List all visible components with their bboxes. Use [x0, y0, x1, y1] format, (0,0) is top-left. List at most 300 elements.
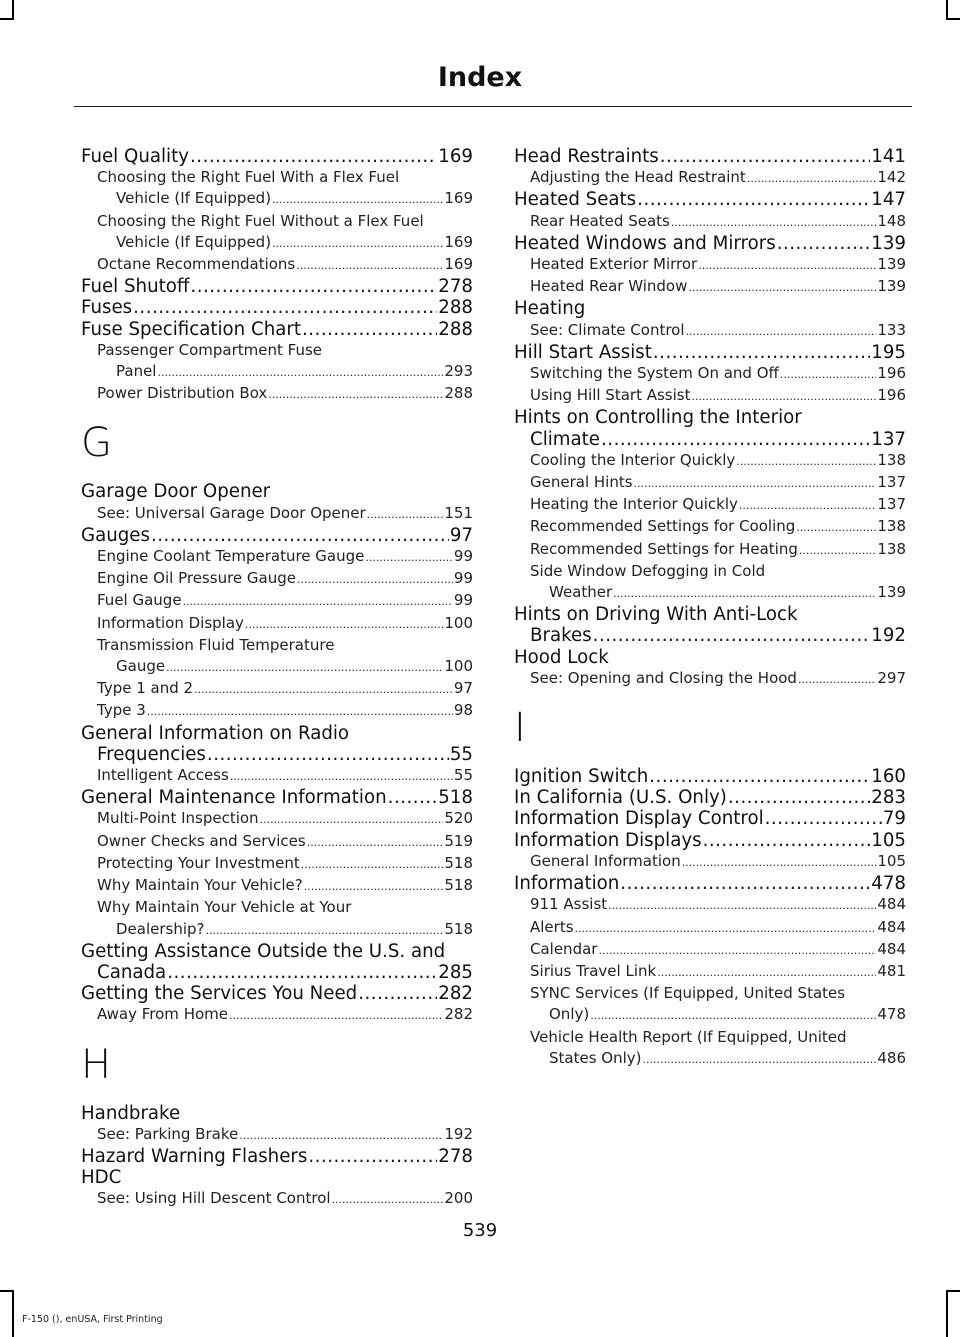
dot-leader [157, 361, 443, 383]
dot-leader [765, 808, 882, 829]
page-reference[interactable]: 139 [877, 583, 906, 602]
entry-text: See: Climate Control [530, 320, 685, 339]
dot-leader [367, 503, 444, 525]
entry-text: In California (U.S. Only) [514, 787, 727, 809]
dot-leader [598, 939, 876, 961]
dot-leader [308, 1146, 437, 1167]
page-reference[interactable]: 293 [444, 362, 473, 381]
crop-mark-bottom-right [946, 1290, 960, 1292]
dot-leader [747, 167, 877, 189]
index-subentry[interactable] [81, 1188, 473, 1210]
entry-text: HDC [81, 1167, 122, 1189]
dot-leader [297, 568, 453, 590]
entry-text: Power Distribution Box [97, 384, 268, 403]
page-reference[interactable]: 518 [444, 876, 473, 895]
crop-mark-bottom-right [946, 1290, 948, 1337]
header-rule [74, 106, 912, 107]
entry-text: Engine Oil Pressure Gauge [97, 569, 296, 588]
dot-leader [798, 668, 876, 690]
entry-text: Heated Rear Window [530, 277, 688, 296]
page-reference[interactable]: 169 [438, 146, 473, 167]
entry-text: Switching the System On and Off [530, 364, 779, 383]
entry-text: SYNC Services (If Equipped, United States [530, 984, 846, 1003]
crop-mark-bottom-left [0, 1290, 14, 1292]
dot-leader [245, 613, 443, 635]
index-subentry[interactable] [514, 668, 906, 690]
index-entry[interactable] [81, 319, 473, 340]
index-subentry[interactable] [81, 340, 473, 383]
index-entry[interactable] [81, 525, 473, 546]
index-subentry[interactable] [81, 590, 473, 612]
page-reference[interactable]: 169 [444, 255, 473, 274]
page-reference[interactable]: 288 [438, 318, 473, 340]
index-entry[interactable] [514, 787, 906, 808]
index-entry[interactable] [81, 146, 473, 167]
crop-mark-top-left [0, 18, 14, 20]
entry-text: Type 3 [97, 701, 146, 720]
entry-text: Calendar [530, 939, 598, 958]
index-subentry[interactable] [81, 635, 473, 678]
dot-leader [260, 808, 444, 830]
entry-text: Fuse Specification Chart [81, 318, 301, 340]
entry-continuation [530, 1004, 906, 1026]
entry-text: Passenger Compartment Fuse [97, 340, 322, 359]
page-reference[interactable]: 278 [438, 1145, 473, 1167]
page-reference[interactable]: 141 [871, 146, 906, 167]
entry-text: Transmission Fluid Temperature [97, 635, 335, 654]
dot-leader [736, 450, 876, 472]
dot-leader [601, 429, 870, 450]
page-reference[interactable]: 99 [453, 569, 473, 588]
crop-mark-top-right [946, 0, 948, 20]
page-reference[interactable]: 484 [877, 895, 906, 914]
entry-continuation [97, 232, 473, 254]
dot-leader [703, 830, 871, 851]
page-reference[interactable]: 97 [453, 679, 473, 698]
entry-text: Heated Windows and Mirrors [514, 232, 776, 254]
page-reference[interactable]: 486 [877, 1048, 906, 1067]
page-reference[interactable]: 151 [444, 503, 473, 522]
index-subentry[interactable] [81, 211, 473, 254]
index-subentry[interactable] [514, 1027, 906, 1070]
index-subentry[interactable] [514, 516, 906, 538]
index-subentry[interactable] [81, 700, 473, 722]
page-reference[interactable]: 55 [453, 766, 473, 785]
entry-text: Fuses [81, 297, 133, 319]
dot-leader [147, 700, 453, 722]
page-reference[interactable]: 285 [438, 961, 473, 983]
entry-continuation [81, 962, 473, 983]
entry-text-continued: Weather [549, 583, 613, 602]
index-entry[interactable] [81, 941, 473, 983]
index-subentry[interactable] [514, 276, 906, 298]
index-subentry[interactable] [81, 613, 473, 635]
entry-text: Handbrake [81, 1102, 181, 1124]
entry-text: Cooling the Interior Quickly [530, 450, 736, 469]
page-reference[interactable]: 192 [444, 1124, 473, 1143]
dot-leader [388, 787, 438, 808]
page-reference[interactable]: 518 [444, 853, 473, 872]
index-subentry[interactable] [514, 320, 906, 342]
index-subentry[interactable] [81, 765, 473, 787]
page-reference[interactable]: 55 [449, 743, 473, 765]
page-reference[interactable]: 484 [877, 917, 906, 936]
entry-text: Protecting Your Investment [97, 853, 300, 872]
print-footer: F-150 (), enUSA, First Printing [22, 1314, 163, 1325]
entry-text-continued: Climate [530, 428, 600, 450]
index-subentry[interactable] [514, 494, 906, 516]
page-number: 539 [462, 1220, 498, 1241]
dot-leader [230, 765, 453, 787]
entry-text: Fuel Quality [81, 146, 190, 167]
index-subentry[interactable] [514, 167, 906, 189]
entry-text: See: Using Hill Descent Control [97, 1189, 331, 1208]
page-reference[interactable]: 147 [871, 189, 906, 211]
dot-leader [799, 539, 876, 561]
index-entry[interactable] [81, 1103, 473, 1124]
entry-text: Information Display Control [514, 808, 764, 830]
index-subentry[interactable] [81, 383, 473, 405]
index-subentry[interactable] [81, 254, 473, 276]
page-title: Index [437, 62, 523, 93]
dot-leader [620, 873, 870, 894]
page-reference[interactable]: 99 [453, 591, 473, 610]
dot-leader [206, 919, 444, 941]
page-reference[interactable]: 105 [871, 829, 906, 851]
index-entry[interactable] [514, 873, 906, 894]
entry-text: Hill Start Assist [514, 341, 652, 363]
page-reference[interactable]: 139 [877, 277, 906, 296]
page-reference[interactable]: 105 [877, 851, 906, 870]
dot-leader [796, 516, 876, 538]
index-subentry[interactable] [81, 897, 473, 940]
entry-text-continued: Vehicle (If Equipped) [116, 189, 272, 208]
page-reference[interactable]: 137 [877, 495, 906, 514]
index-subentry[interactable] [514, 961, 906, 983]
dot-leader [593, 625, 871, 646]
entry-text-continued: Frequencies [97, 743, 206, 765]
entry-text: Hazard Warning Flashers [81, 1145, 308, 1167]
index-subentry[interactable] [514, 894, 906, 916]
section-letter: H [81, 1041, 112, 1088]
dot-leader [657, 961, 876, 983]
page-reference[interactable]: 138 [877, 450, 906, 469]
index-entry[interactable] [514, 407, 906, 449]
entry-text: Using Hill Start Assist [530, 386, 691, 405]
index-entry[interactable] [514, 146, 906, 167]
entry-continuation [97, 361, 473, 383]
index-entry[interactable] [81, 481, 473, 502]
entry-continuation [97, 656, 473, 678]
entry-text: Adjusting the Head Restraint [530, 168, 746, 187]
page-reference[interactable]: 196 [877, 386, 906, 405]
index-subentry[interactable] [514, 561, 906, 604]
index-entry[interactable] [514, 342, 906, 363]
page-reference[interactable]: 138 [877, 517, 906, 536]
entry-text: Sirius Travel Link [530, 961, 657, 980]
page-reference[interactable]: 518 [444, 919, 473, 938]
page-reference[interactable]: 484 [877, 939, 906, 958]
dot-leader [166, 656, 443, 678]
entry-text: Multi-Point Inspection [97, 809, 259, 828]
index-entry[interactable] [81, 297, 473, 318]
entry-text-continued: Brakes [530, 625, 592, 647]
entry-continuation [514, 429, 906, 450]
dot-leader [688, 276, 876, 298]
dot-leader [660, 146, 871, 167]
entry-text: Choosing the Right Fuel With a Flex Fuel [97, 168, 400, 187]
entry-text: Heating [514, 298, 586, 320]
dot-leader [239, 1124, 443, 1146]
page-reference[interactable]: 282 [438, 983, 473, 1005]
dot-leader [608, 894, 876, 916]
crop-mark-top-right [946, 18, 960, 20]
entry-text-continued: Canada [97, 961, 167, 983]
entry-continuation [97, 919, 473, 941]
page-reference[interactable]: 137 [877, 473, 906, 492]
dot-leader [358, 983, 437, 1004]
page-reference[interactable]: 148 [877, 211, 906, 230]
dot-leader [649, 766, 870, 787]
dot-leader [637, 189, 870, 210]
index-subentry[interactable] [514, 917, 906, 939]
page-reference[interactable]: 282 [444, 1005, 473, 1024]
entry-continuation [81, 744, 473, 765]
index-subentry[interactable] [514, 983, 906, 1026]
page-reference[interactable]: 195 [871, 341, 906, 363]
entry-text: Garage Door Opener [81, 481, 271, 503]
index-subentry[interactable] [514, 539, 906, 561]
index-entry[interactable] [514, 647, 906, 668]
entry-text: Hood Lock [514, 646, 609, 668]
page-reference[interactable]: 518 [438, 787, 473, 809]
index-subentry[interactable] [81, 831, 473, 853]
page-reference[interactable]: 169 [444, 232, 473, 251]
page-reference[interactable]: 481 [877, 961, 906, 980]
index-subentry[interactable] [81, 568, 473, 590]
page-reference[interactable]: 520 [444, 809, 473, 828]
page-reference[interactable]: 98 [453, 701, 473, 720]
index-entry[interactable] [81, 723, 473, 765]
page-reference[interactable]: 142 [877, 168, 906, 187]
index-entry[interactable] [514, 766, 906, 787]
dot-leader [671, 211, 877, 233]
index-entry[interactable] [81, 276, 473, 297]
index-subentry[interactable] [514, 363, 906, 385]
entry-text: Information [514, 873, 620, 895]
entry-text-continued: Panel [116, 362, 157, 381]
entry-text: Hints on Controlling the Interior [514, 407, 802, 429]
dot-leader [780, 363, 877, 385]
entry-text: Type 1 and 2 [97, 679, 194, 698]
page-reference[interactable]: 288 [444, 384, 473, 403]
page-reference[interactable]: 99 [453, 547, 473, 566]
dot-leader [332, 1188, 444, 1210]
crop-mark-bottom-left [12, 1290, 14, 1337]
entry-text: Recommended Settings for Heating [530, 539, 798, 558]
index-entry[interactable] [514, 830, 906, 851]
index-entry[interactable] [514, 233, 906, 254]
entry-text: General Information on Radio [81, 722, 350, 744]
entry-text: Alerts [530, 917, 574, 936]
index-subentry[interactable] [81, 167, 473, 210]
entry-continuation [530, 1048, 906, 1070]
page-reference[interactable]: 137 [871, 428, 906, 450]
dot-leader [296, 254, 443, 276]
entry-text: Owner Checks and Services [97, 831, 306, 850]
dot-leader [301, 853, 444, 875]
dot-leader [190, 276, 437, 297]
entry-text: Gauges [81, 524, 150, 546]
dot-leader [133, 297, 437, 318]
index-subentry[interactable] [81, 853, 473, 875]
entry-text: Heating the Interior Quickly [530, 495, 738, 514]
dot-leader [728, 787, 870, 808]
page-reference[interactable]: 138 [877, 539, 906, 558]
entry-text: Hints on Driving With Anti-Lock [514, 604, 798, 626]
dot-leader [307, 831, 444, 853]
index-subentry[interactable] [514, 450, 906, 472]
entry-text: See: Opening and Closing the Hood [530, 668, 797, 687]
index-subentry[interactable] [81, 1124, 473, 1146]
entry-text: Fuel Gauge [97, 591, 182, 610]
entry-text: See: Universal Garage Door Opener [97, 503, 366, 522]
page-reference[interactable]: 139 [871, 232, 906, 254]
index-subentry[interactable] [514, 211, 906, 233]
entry-text: Engine Coolant Temperature Gauge [97, 547, 365, 566]
index-entry[interactable] [514, 808, 906, 829]
index-entry[interactable] [81, 983, 473, 1004]
entry-text: 911 Assist [530, 895, 608, 914]
page-reference[interactable]: 100 [444, 613, 473, 632]
entry-text: Recommended Settings for Cooling [530, 517, 796, 536]
dot-leader [207, 744, 449, 765]
dot-leader [634, 472, 877, 494]
dot-leader [682, 851, 877, 873]
entry-text: Fuel Shutoff [81, 276, 190, 298]
index-subentry[interactable] [514, 254, 906, 276]
index-subentry[interactable] [514, 472, 906, 494]
entry-text-continued: States Only) [549, 1048, 642, 1067]
page-reference[interactable]: 478 [871, 873, 906, 895]
entry-text: Ignition Switch [514, 766, 649, 788]
page-reference[interactable]: 478 [877, 1005, 906, 1024]
index-entry[interactable] [514, 189, 906, 210]
index-subentry[interactable] [514, 939, 906, 961]
entry-text-continued: Dealership? [116, 919, 205, 938]
page-reference[interactable]: 278 [438, 276, 473, 298]
dot-leader [653, 342, 870, 363]
entry-text: General Maintenance Information [81, 787, 387, 809]
page-reference[interactable]: 97 [449, 524, 473, 546]
entry-text-continued: Vehicle (If Equipped) [116, 232, 272, 251]
dot-leader [304, 875, 444, 897]
entry-text: Heated Seats [514, 189, 637, 211]
entry-text: Octane Recommendations [97, 255, 296, 274]
entry-text: Why Maintain Your Vehicle at Your [97, 898, 352, 917]
entry-text: Getting the Services You Need [81, 983, 358, 1005]
index-subentry[interactable] [81, 875, 473, 897]
index-entry[interactable] [81, 787, 473, 808]
entry-continuation [97, 188, 473, 210]
index-entry[interactable] [514, 604, 906, 646]
page-reference[interactable]: 288 [438, 297, 473, 319]
page-reference[interactable]: 139 [877, 255, 906, 274]
page-reference[interactable]: 100 [444, 657, 473, 676]
page-reference[interactable]: 283 [871, 787, 906, 809]
dot-leader [272, 188, 443, 210]
index-subentry[interactable] [81, 808, 473, 830]
dot-leader [575, 917, 877, 939]
dot-leader [268, 383, 443, 405]
index-entry[interactable] [514, 298, 906, 319]
page-reference[interactable]: 160 [871, 766, 906, 788]
page-reference[interactable]: 297 [877, 668, 906, 687]
index-subentry[interactable] [81, 503, 473, 525]
entry-text-continued: Gauge [116, 657, 166, 676]
dot-leader [613, 582, 876, 604]
entry-text: Rear Heated Seats [530, 211, 670, 230]
entry-text: Heated Exterior Mirror [530, 255, 698, 274]
entry-text: General Information [530, 851, 681, 870]
entry-text: Getting Assistance Outside the U.S. and [81, 940, 446, 962]
index-subentry[interactable] [81, 1004, 473, 1026]
page-reference[interactable]: 519 [444, 831, 473, 850]
index-entry[interactable] [81, 1167, 473, 1188]
crop-mark-top-left [12, 0, 14, 20]
page-reference[interactable]: 169 [444, 189, 473, 208]
entry-text: Choosing the Right Fuel Without a Flex Fuel [97, 211, 424, 230]
dot-leader [590, 1004, 876, 1026]
dot-leader [302, 319, 437, 340]
dot-leader [777, 233, 871, 254]
page-reference[interactable]: 79 [882, 808, 906, 830]
dot-leader [272, 232, 443, 254]
section-letter: I [514, 705, 526, 752]
entry-text: Information Display [97, 613, 244, 632]
dot-leader [643, 1048, 877, 1070]
dot-leader [698, 254, 876, 276]
dot-leader [691, 385, 876, 407]
dot-leader [190, 146, 437, 167]
dot-leader [229, 1004, 443, 1026]
dot-leader [365, 546, 453, 568]
entry-text: Away From Home [97, 1005, 228, 1024]
entry-continuation [514, 625, 906, 646]
page-reference[interactable]: 192 [871, 625, 906, 647]
page-reference[interactable]: 200 [444, 1189, 473, 1208]
entry-text: Side Window Defogging in Cold [530, 561, 766, 580]
index-subentry[interactable] [514, 851, 906, 873]
page-reference[interactable]: 196 [877, 364, 906, 383]
page-reference[interactable]: 133 [877, 320, 906, 339]
entry-text: Intelligent Access [97, 766, 229, 785]
entry-text: See: Parking Brake [97, 1124, 239, 1143]
index-subentry[interactable] [81, 678, 473, 700]
index-column-right [514, 146, 906, 1070]
dot-leader [151, 525, 449, 546]
entry-text-continued: Only) [549, 1005, 590, 1024]
dot-leader [194, 678, 453, 700]
index-subentry[interactable] [514, 385, 906, 407]
entry-text: Information Displays [514, 829, 702, 851]
entry-continuation [530, 582, 906, 604]
index-subentry[interactable] [81, 546, 473, 568]
dot-leader [183, 590, 453, 612]
section-letter: G [81, 420, 112, 467]
index-entry[interactable] [81, 1146, 473, 1167]
dot-leader [167, 962, 437, 983]
